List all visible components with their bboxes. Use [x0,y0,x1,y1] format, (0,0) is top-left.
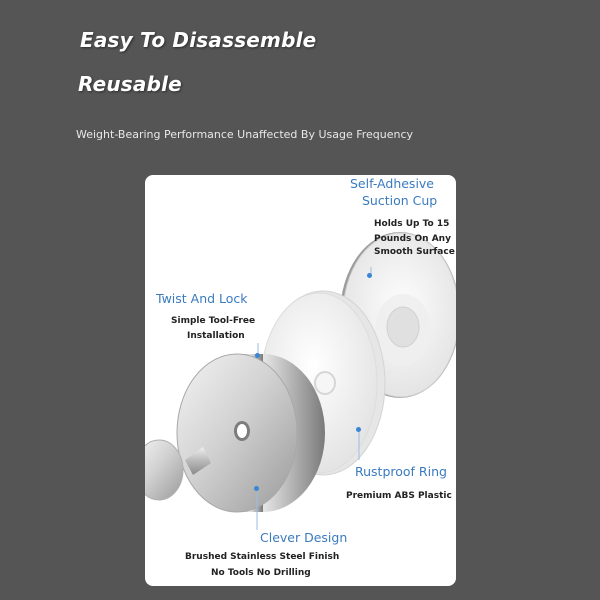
clever-design-title: Clever Design [260,530,348,545]
clever-design-desc-2: No Tools No Drilling [211,568,311,578]
clever-design-desc-1: Brushed Stainless Steel Finish [185,552,340,562]
twist-lock-marker-dot [255,353,260,358]
suction-cup-desc-1: Holds Up To 15 [374,219,450,229]
clever-design-marker-dot [254,486,259,491]
suction-cup-marker-dot [367,273,372,278]
rustproof-ring-desc: Premium ABS Plastic [346,491,452,501]
headline-reusable: Reusable [78,72,182,96]
suction-cup-desc-3: Smooth Surface [374,247,455,257]
subheadline: Weight-Bearing Performance Unaffected By Usage Frequency [76,128,414,141]
product-card [145,175,456,586]
headline-easy-disassemble: Easy To Disassemble [80,28,317,52]
rustproof-ring-marker-dot [356,427,361,432]
twist-lock-title: Twist And Lock [156,291,248,306]
twist-lock-desc-2: Installation [187,331,245,341]
steel-disk [177,354,325,512]
suction-cup-title-1: Self-Adhesive [350,176,435,191]
rustproof-ring-title: Rustproof Ring [355,464,447,479]
twist-lock-desc-1: Simple Tool-Free [171,316,256,326]
suction-cup-title-2: Suction Cup [362,193,438,208]
suction-cup-desc-2: Pounds On Any [374,234,451,244]
